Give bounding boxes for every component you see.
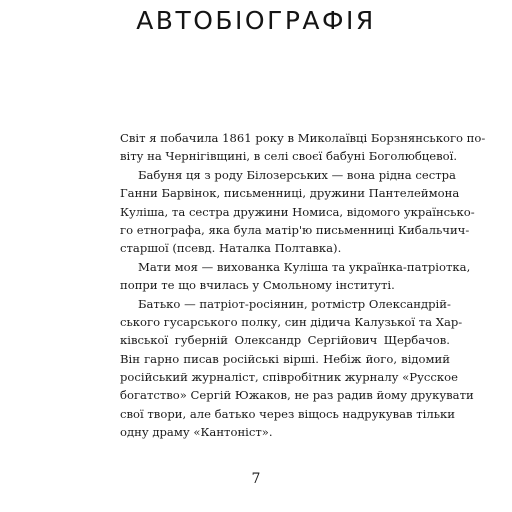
text-line: го етнографа, яка була матір'ю письменниці Кибальчич- <box>120 222 470 237</box>
text-line: Батько — патріот-росіянин, ротмістр Олександрій- <box>138 296 451 311</box>
text-line: ківської губерній Олександр Сергійович Щербачов. <box>120 333 450 348</box>
text-line: Куліша, та сестра дружини Номиса, відомого українсько- <box>120 204 475 219</box>
page-number: 7 <box>251 471 261 487</box>
text-line: Світ я побачила 1861 року в Миколаївці Борзнянського по- <box>120 131 486 145</box>
text-line: Мати моя — вихованка Куліша та українка-патріотка, <box>138 259 471 274</box>
text-line: одну драму «Кантоніст». <box>120 425 273 440</box>
text-line: ського гусарського полку, син дідича Калузької та Хар- <box>120 314 463 329</box>
chapter-heading: АВТОБІОГРАФІЯ <box>136 6 376 35</box>
body-text <box>120 129 486 442</box>
text-line: Бабуня ця з роду Білозерських — вона рідна сестра <box>138 167 456 182</box>
text-line: попри те що вчилась у Смольному інституті. <box>120 278 395 293</box>
text-line: російський журналіст, співробітник журналу «Русское <box>120 370 458 385</box>
text-line: Ганни Барвінок, письменниці, дружини Пантелеймона <box>120 186 460 201</box>
text-line: старшої (псевд. Наталка Полтавка). <box>120 241 342 256</box>
text-line: богатство» Сергій Южаков, не раз радив йому друкувати <box>120 388 474 403</box>
text-line: віту на Чернігівщині, в селі своєї бабуні Боголюбцевої. <box>120 149 458 164</box>
text-line: свої твори, але батько через віщось надрукував тільки <box>120 406 456 421</box>
text-line: Він гарно писав російські вірші. Небіж його, відомий <box>120 351 450 366</box>
